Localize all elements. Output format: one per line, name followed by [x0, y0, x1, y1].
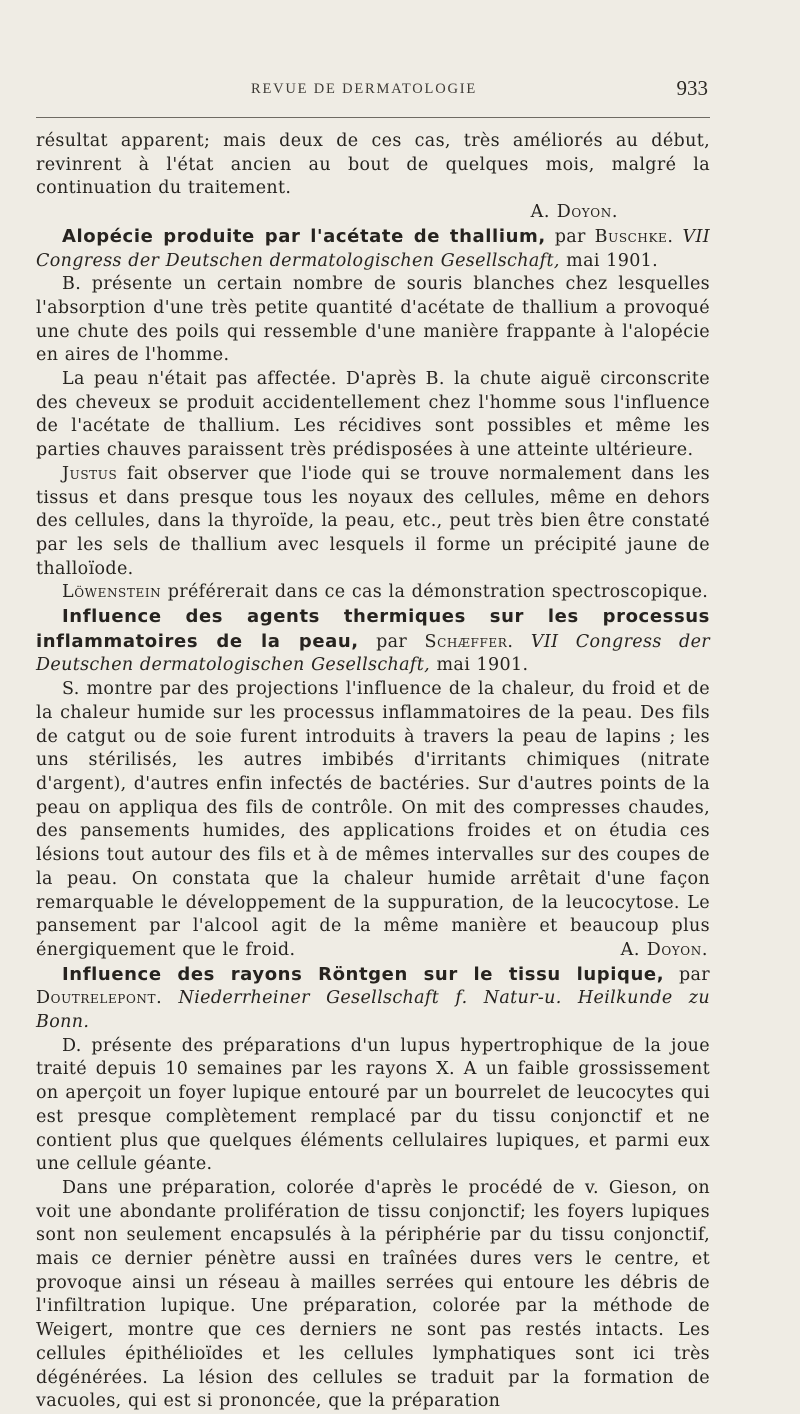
author-signature: A. Doyon.	[620, 939, 708, 960]
cited-name: Löwenstein	[62, 582, 162, 603]
article-source: VII Congress der Deutschen dermatologischen Gesellschaft,	[36, 226, 710, 271]
by-word: par	[664, 964, 710, 985]
article-author: Buschke.	[594, 226, 674, 247]
article-body	[36, 130, 710, 1414]
article-author: Doutrelepont.	[36, 988, 163, 1009]
article-heading-agents-thermiques	[36, 605, 710, 678]
article-source: VII Congress der Deutschen dermatologischen Gesellschaft,	[36, 631, 710, 676]
article-title: Influence des rayons Röntgen sur le tissu lupique,	[62, 963, 665, 985]
paragraph-text: S. montre par des projections l'influence de la chaleur, du froid et de la chaleur humide sur les processus inflammatoires de la peau. Des fils de catgut ou de soie furent introduits à travers la peau de lapins ; les uns stérilisés, les autres imbibés d'irritants chimiques (nitrate d'argent), d'autres enfin infectés de bactéries. Sur d'autres points de la peau on appliqua des fils de contrôle. On mit des compresses chaudes, des pansements humides, des applications froides et on étudia ces lésions tout autour des fils et à de mêmes intervalles sur des coupes de la peau. On constata que la chaleur humide arrêtait d'une façon remarquable le développement de la suppuration, de la leucocytose. Le pansement par l'alcool agit de la même manière et beaucoup plus énergiquement que le froid.	[36, 679, 710, 960]
paragraph: D. présente des préparations d'un lupus hypertrophique de la joue traité depuis 10 semaines par les rayons X. A un faible grossissement on aperçoit un foyer lupique entouré par un bourrelet de leucocytes qui est presque complètement remplacé par du tissu conjonctif et ne contient plus que quelques éléments cellulaires lupiques, et parmi eux une cellule géante.	[36, 1035, 710, 1175]
running-header	[36, 76, 710, 102]
paragraph	[36, 581, 710, 605]
paragraph-text: résultat apparent; mais deux de ces cas, très améliorés au début, revinrent à l'état ancien au bout de quelques mois, malgré la continuation du traitement.	[36, 131, 710, 199]
cited-name: Justus	[62, 463, 118, 484]
article-source: Niederrheiner Gesellschaft f. Natur-u. Heilkunde zu Bonn.	[36, 988, 710, 1033]
paragraph	[36, 678, 710, 962]
by-word: par	[545, 226, 595, 247]
paragraph: La peau n'était pas affectée. D'après B. la chute aiguë circonscrite des cheveux se produit accidentellement chez l'homme sous l'influence de l'acétate de thallium. Les récidives sont possibles et même les parties chauves paraissent très prédisposées à une atteinte ultérieure.	[36, 369, 710, 461]
running-title: REVUE DE DERMATOLOGIE	[251, 81, 478, 97]
article-date: mai 1901.	[430, 655, 529, 676]
article-title: Influence des agents thermiques sur les processus inflammatoires de la peau,	[36, 606, 710, 652]
article-author: Schæffer.	[424, 631, 514, 652]
author-signature: A. Doyon.	[530, 202, 618, 223]
paragraph-text: préférerait dans ce cas la démonstration spectroscopique.	[161, 582, 709, 603]
page-number: 933	[676, 76, 708, 100]
by-word: par	[358, 631, 425, 652]
header-rule	[36, 117, 710, 118]
paragraph	[36, 463, 710, 582]
article-title: Alopécie produite par l'acétate de thallium,	[62, 225, 546, 247]
article-date: mai 1901.	[559, 250, 659, 271]
paragraph: B. présente un certain nombre de souris blanches chez lesquelles l'absorption d'une très petite quantité d'acétate de thallium a provoqué une chute des poils qui ressemble d'une manière frappante à l'alopécie en aires de l'homme.	[36, 274, 710, 366]
paragraph: Dans une préparation, colorée d'après le procédé de v. Gieson, on voit une abondante prolifération de tissu conjonctif; les foyers lupiques sont non seulement encapsulés à la périphérie par du tissu conjonctif, mais ce dernier pénètre aussi en traînées dures vers le centre, et provoque ainsi un réseau à mailles serrées qui entoure les débris de l'infiltration lupique. Une préparation, colorée par la méthode de Weigert, montre que ces derniers ne sont pas restés intacts. Les cellules épithélioïdes et les cellules lymphatiques sont ici très dégénérées. La lésion des cellules se traduit par la formation de vacuoles, qui est si prononcée, que la préparation	[36, 1177, 710, 1412]
paragraph-text: fait observer que l'iode qui se trouve normalement dans les tissus et dans presque tous les noyaux des cellules, même en dehors des cellules, dans la thyroïde, la peau, etc., peut très bien être constaté par les sels de thallium avec lesquels il forme un précipité jaune de thalloïode.	[36, 463, 710, 579]
paragraph-continuation	[36, 130, 710, 225]
article-heading-alopecie	[36, 225, 710, 273]
article-heading-rontgen	[36, 963, 710, 1035]
